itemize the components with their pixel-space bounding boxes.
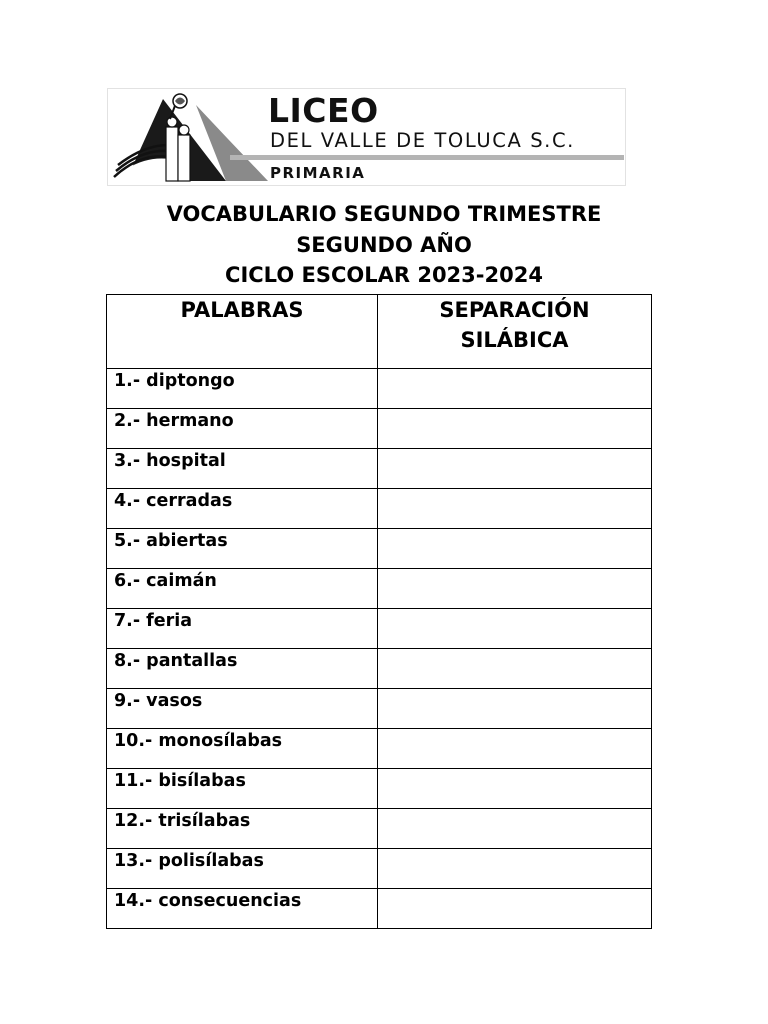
- title-line-3: CICLO ESCOLAR 2023-2024: [225, 263, 543, 287]
- syllable-answer-cell[interactable]: [378, 489, 652, 529]
- table-row: [107, 889, 652, 929]
- header-separacion-line-1: SEPARACIÓN: [439, 298, 590, 322]
- vocabulary-table: [106, 294, 652, 929]
- syllable-answer-cell[interactable]: [378, 689, 652, 729]
- word-cell: 9.- vasos: [107, 689, 378, 729]
- word-cell: 5.- abiertas: [107, 529, 378, 569]
- table-row: [107, 529, 652, 569]
- header-separacion-line-2: SILÁBICA: [460, 328, 569, 352]
- school-logo: [107, 88, 626, 186]
- word-cell: 4.- cerradas: [107, 489, 378, 529]
- logo-level: PRIMARIA: [270, 164, 366, 182]
- header-separacion: [378, 295, 652, 369]
- word-cell: 13.- polisílabas: [107, 849, 378, 889]
- table-row: [107, 849, 652, 889]
- syllable-answer-cell[interactable]: [378, 569, 652, 609]
- syllable-answer-cell[interactable]: [378, 769, 652, 809]
- title-line-2: SEGUNDO AÑO: [296, 232, 472, 257]
- table-row: [107, 649, 652, 689]
- syllable-answer-cell[interactable]: [378, 649, 652, 689]
- table-row: [107, 729, 652, 769]
- table-header-row: [107, 295, 652, 369]
- syllable-answer-cell[interactable]: [378, 729, 652, 769]
- word-cell: 6.- caimán: [107, 569, 378, 609]
- word-cell: 7.- feria: [107, 609, 378, 649]
- table-row: [107, 369, 652, 409]
- logo-emblem-icon: [108, 89, 268, 187]
- syllable-answer-cell[interactable]: [378, 609, 652, 649]
- header-palabras-label: PALABRAS: [180, 298, 304, 322]
- table-row: [107, 449, 652, 489]
- word-cell: 8.- pantallas: [107, 649, 378, 689]
- word-cell: 11.- bisílabas: [107, 769, 378, 809]
- syllable-answer-cell[interactable]: [378, 849, 652, 889]
- logo-divider: [230, 155, 624, 160]
- word-cell: 12.- trisílabas: [107, 809, 378, 849]
- word-cell: 2.- hermano: [107, 409, 378, 449]
- header-palabras: [107, 295, 378, 369]
- table-row: [107, 489, 652, 529]
- syllable-answer-cell[interactable]: [378, 809, 652, 849]
- table-row: [107, 569, 652, 609]
- word-cell: 1.- diptongo: [107, 369, 378, 409]
- document-title: [0, 199, 768, 291]
- word-cell: 14.- consecuencias: [107, 889, 378, 929]
- word-cell: 3.- hospital: [107, 449, 378, 489]
- syllable-answer-cell[interactable]: [378, 889, 652, 929]
- table-row: [107, 689, 652, 729]
- logo-title: LICEO: [268, 91, 379, 130]
- table-row: [107, 609, 652, 649]
- syllable-answer-cell[interactable]: [378, 449, 652, 489]
- table-row: [107, 809, 652, 849]
- syllable-answer-cell[interactable]: [378, 409, 652, 449]
- table-row: [107, 769, 652, 809]
- word-cell: 10.- monosílabas: [107, 729, 378, 769]
- syllable-answer-cell[interactable]: [378, 529, 652, 569]
- table-row: [107, 409, 652, 449]
- syllable-answer-cell[interactable]: [378, 369, 652, 409]
- title-line-1: VOCABULARIO SEGUNDO TRIMESTRE: [166, 202, 602, 226]
- logo-subtitle: DEL VALLE DE TOLUCA S.C.: [270, 129, 575, 152]
